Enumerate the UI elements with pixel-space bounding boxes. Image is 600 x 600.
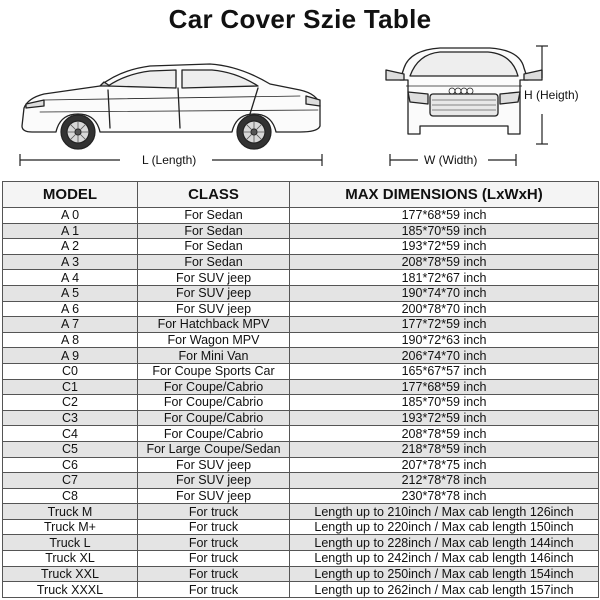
table-row [3, 457, 599, 473]
model-cell: Truck XL [3, 551, 138, 567]
dimensions-cell: Length up to 228inch / Max cab length 144inch [290, 535, 599, 551]
size-table [2, 181, 599, 598]
table-row [3, 285, 599, 301]
table-row [3, 551, 599, 567]
table-row [3, 332, 599, 348]
class-cell: For Sedan [138, 223, 290, 239]
model-cell: A 3 [3, 254, 138, 270]
class-cell: For Sedan [138, 254, 290, 270]
table-row [3, 582, 599, 598]
dimensions-cell: Length up to 262inch / Max cab length 157inch [290, 582, 599, 598]
table-body [3, 208, 599, 598]
dimensions-cell: 207*78*75 inch [290, 457, 599, 473]
dimensions-cell: 212*78*78 inch [290, 473, 599, 489]
model-cell: A 6 [3, 301, 138, 317]
model-cell: C2 [3, 395, 138, 411]
model-cell: Truck XXXL [3, 582, 138, 598]
table-row [3, 566, 599, 582]
header-class: CLASS [138, 182, 290, 208]
class-cell: For Wagon MPV [138, 332, 290, 348]
dimensions-cell: Length up to 220inch / Max cab length 150inch [290, 519, 599, 535]
class-cell: For Hatchback MPV [138, 317, 290, 333]
table-row [3, 301, 599, 317]
dimensions-cell: 190*74*70 inch [290, 285, 599, 301]
table-row [3, 239, 599, 255]
dimensions-cell: 193*72*59 inch [290, 239, 599, 255]
table-row [3, 488, 599, 504]
dimensions-cell: 208*78*59 inch [290, 426, 599, 442]
page-title: Car Cover Szie Table [168, 4, 432, 34]
model-cell: A 2 [3, 239, 138, 255]
dimensions-cell: 177*68*59 inch [290, 208, 599, 224]
table-row [3, 208, 599, 224]
class-cell: For Sedan [138, 208, 290, 224]
model-cell: A 5 [3, 285, 138, 301]
dimensions-cell: 218*78*59 inch [290, 441, 599, 457]
dimensions-cell: 193*72*59 inch [290, 410, 599, 426]
model-cell: A 8 [3, 332, 138, 348]
dimensions-cell: Length up to 210inch / Max cab length 126inch [290, 504, 599, 520]
model-cell: Truck M [3, 504, 138, 520]
dimensions-cell: 206*74*70 inch [290, 348, 599, 364]
table-row [3, 426, 599, 442]
model-cell: Truck XXL [3, 566, 138, 582]
height-label: H (Heigth) [524, 88, 579, 102]
table-row [3, 223, 599, 239]
car-dimension-diagram [0, 34, 600, 174]
class-cell: For truck [138, 535, 290, 551]
class-cell: For Sedan [138, 239, 290, 255]
table-row [3, 270, 599, 286]
model-cell: C8 [3, 488, 138, 504]
dimensions-cell: 208*78*59 inch [290, 254, 599, 270]
dimensions-cell: 200*78*70 inch [290, 301, 599, 317]
table-row [3, 363, 599, 379]
dimensions-cell: Length up to 242inch / Max cab length 146inch [290, 551, 599, 567]
model-cell: Truck L [3, 535, 138, 551]
dimensions-cell: Length up to 250inch / Max cab length 154inch [290, 566, 599, 582]
table-row [3, 473, 599, 489]
dimensions-cell: 165*67*57 inch [290, 363, 599, 379]
width-label: W (Width) [424, 153, 478, 167]
dimensions-cell: 177*72*59 inch [290, 317, 599, 333]
class-cell: For Large Coupe/Sedan [138, 441, 290, 457]
table-header-row [3, 182, 599, 208]
table-row [3, 395, 599, 411]
class-cell: For Coupe Sports Car [138, 363, 290, 379]
class-cell: For SUV jeep [138, 457, 290, 473]
table-row [3, 379, 599, 395]
car-side-view-icon [0, 34, 600, 174]
class-cell: For truck [138, 504, 290, 520]
class-cell: For Coupe/Cabrio [138, 426, 290, 442]
dimensions-cell: 190*72*63 inch [290, 332, 599, 348]
class-cell: For SUV jeep [138, 488, 290, 504]
model-cell: C7 [3, 473, 138, 489]
model-cell: C5 [3, 441, 138, 457]
class-cell: For truck [138, 519, 290, 535]
table-row [3, 535, 599, 551]
class-cell: For truck [138, 582, 290, 598]
class-cell: For SUV jeep [138, 473, 290, 489]
class-cell: For SUV jeep [138, 285, 290, 301]
model-cell: A 9 [3, 348, 138, 364]
header-max-dimensions: MAX DIMENSIONS (LxWxH) [290, 182, 599, 208]
class-cell: For Mini Van [138, 348, 290, 364]
model-cell: C1 [3, 379, 138, 395]
class-cell: For SUV jeep [138, 270, 290, 286]
table-row [3, 348, 599, 364]
class-cell: For truck [138, 566, 290, 582]
dimensions-cell: 181*72*67 inch [290, 270, 599, 286]
table-row [3, 441, 599, 457]
model-cell: A 1 [3, 223, 138, 239]
table-row [3, 317, 599, 333]
model-cell: Truck M+ [3, 519, 138, 535]
model-cell: C3 [3, 410, 138, 426]
dimensions-cell: 230*78*78 inch [290, 488, 599, 504]
model-cell: A 4 [3, 270, 138, 286]
model-cell: C4 [3, 426, 138, 442]
class-cell: For truck [138, 551, 290, 567]
table-row [3, 410, 599, 426]
length-label: L (Length) [142, 153, 197, 167]
model-cell: C0 [3, 363, 138, 379]
class-cell: For Coupe/Cabrio [138, 395, 290, 411]
table-row [3, 254, 599, 270]
table-row [3, 504, 599, 520]
dimensions-cell: 177*68*59 inch [290, 379, 599, 395]
class-cell: For SUV jeep [138, 301, 290, 317]
dimensions-cell: 185*70*59 inch [290, 395, 599, 411]
dimensions-cell: 185*70*59 inch [290, 223, 599, 239]
table-row [3, 519, 599, 535]
header-model: MODEL [3, 182, 138, 208]
model-cell: C6 [3, 457, 138, 473]
class-cell: For Coupe/Cabrio [138, 379, 290, 395]
model-cell: A 0 [3, 208, 138, 224]
model-cell: A 7 [3, 317, 138, 333]
class-cell: For Coupe/Cabrio [138, 410, 290, 426]
